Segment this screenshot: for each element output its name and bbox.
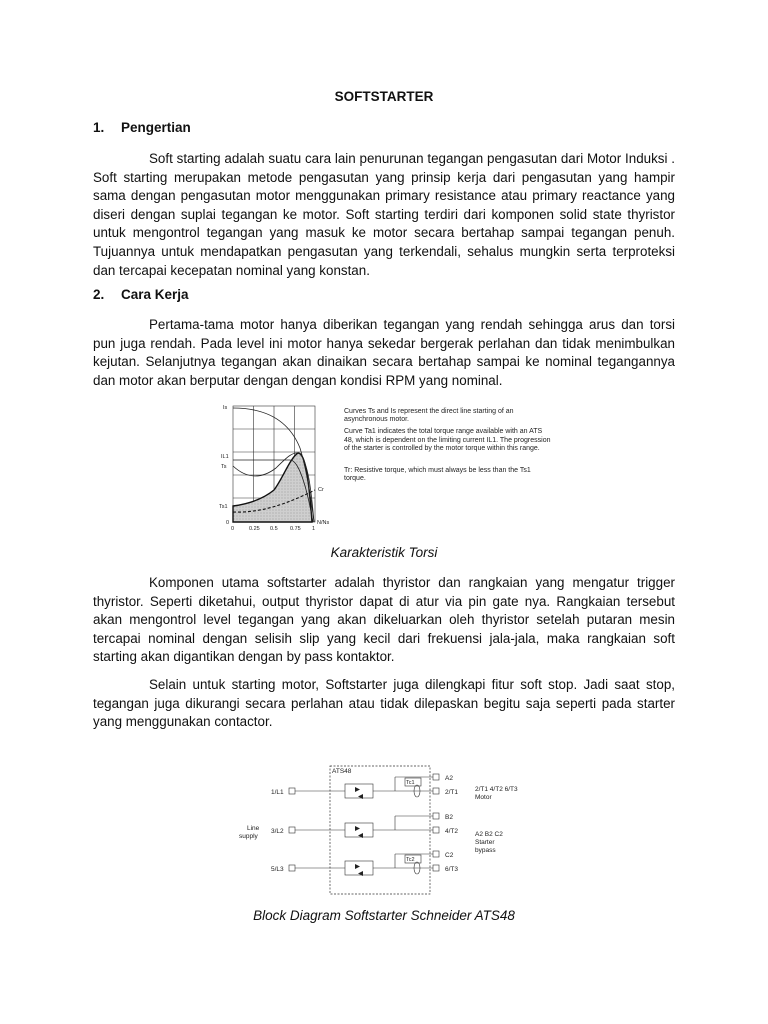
paragraph-text: Pertama-tama motor hanya diberikan tegangan yang rendah sehingga arus dan torsi pun juga rendah. Pada level ini motor hanya sekedar bergerak perlahan dan tidak menimbulkan kejutan. Selanjutnya tegangan akan dinaikan secara bertahap sampai ke nominal tegangannya dan motor akan berputar dengan dengan kondisi RPM yang nominal. [93, 317, 675, 388]
section-title: Pengertian [121, 120, 191, 135]
block-diagram-svg [235, 760, 535, 900]
x-tick-05: 0.5 [270, 526, 278, 532]
torque-note-3: Tr: Resistive torque, which must always be less than the Ts1 torque. [344, 467, 531, 483]
input-l2-terminal [289, 827, 295, 833]
motor-label: Motor [475, 794, 492, 801]
y-label-is: Is [223, 405, 228, 411]
y-label-ts: Ts [221, 464, 227, 470]
section-number: 2. [93, 287, 105, 302]
torque-note-2: Curve Ta1 indicates the total torque range available with an ATS 48, which is dependent on the limiting current IL1. The progression of the starter is controlled by the motor torque within this range. [344, 428, 551, 452]
ct-label-1: Tc1 [406, 780, 415, 786]
block-diagram [235, 760, 535, 900]
terminal-a2: A2 [445, 775, 453, 782]
terminal-4t2: 4/T2 [445, 828, 459, 835]
paragraph-text: Selain untuk starting motor, Softstarter juga dilengkapi fitur soft stop. Jadi saat stop, tegangan juga dikurangi secara perlahan atau tidak dilepaskan begitu saja seperti pada starter yang menggunakan contactor. [93, 677, 675, 730]
bypass-terminals-label: A2 B2 C2 [475, 831, 503, 838]
torque-figure [218, 398, 563, 536]
input-l3-terminal [289, 865, 295, 871]
y-label-ts1: Ts1 [219, 504, 228, 510]
bypass-label: bypass [475, 847, 496, 854]
terminal-6t3: 6/T3 [445, 866, 459, 873]
section-heading-2 [93, 287, 189, 302]
input-l3-label: 5/L3 [271, 866, 284, 873]
thyristor-symbols [355, 787, 363, 876]
paragraph-text: Komponen utama softstarter adalah thyristor dan rangkaian yang mengatur trigger thyristor. Seperti diketahui, output thyristor dapat di atur via pin gate nya. Rangkaian tersebut akan mengontrol level tegangan yang akan dikeluarkan oleh thyristor setelah putaran mesin tercapai nominal dengan selisih slip yang kecil dari frekuensi jala-jala, maka rangkaian soft starting akan digantikan dengan by pass kontaktor. [93, 575, 675, 665]
section-heading-1 [93, 120, 191, 135]
output-terminals [433, 774, 439, 871]
x-tick-025: 0.25 [249, 526, 260, 532]
x-tick-075: 0.75 [290, 526, 301, 532]
x-tick-0: 0 [231, 526, 235, 532]
section-number: 1. [93, 120, 105, 135]
y-label-zero: 0 [226, 520, 230, 526]
line-supply-label-1: Line [247, 825, 260, 832]
device-label: ATS48 [332, 768, 352, 775]
document-title: SOFTSTARTER [334, 89, 434, 104]
torque-chart [218, 398, 328, 536]
line-supply-label-2: supply [239, 833, 258, 840]
paragraph-soft-stop [93, 676, 675, 732]
x-axis-label: N/Ns [317, 520, 330, 526]
terminal-c2: C2 [445, 852, 454, 859]
torque-note-1: Curves Ts and Is represent the direct line starting of an asynchronous motor. [344, 408, 514, 424]
caption-block-diagram: Block Diagram Softstarter Schneider ATS48 [253, 908, 515, 923]
caption-torque: Karakteristik Torsi [330, 545, 438, 560]
input-l2-label: 3/L2 [271, 828, 284, 835]
terminal-2t1: 2/T1 [445, 789, 459, 796]
input-l1-terminal [289, 788, 295, 794]
input-l1-label: 1/L1 [271, 789, 284, 796]
paragraph-cara-kerja [93, 316, 675, 390]
paragraph-pengertian [93, 150, 675, 280]
terminal-b2: B2 [445, 814, 453, 821]
x-tick-1: 1 [312, 526, 316, 532]
paragraph-text: Soft starting adalah suatu cara lain penurunan tegangan pengasutan dari Motor Induksi . Soft starting merupakan metode pengasutan yang prinsip kerja dari pengasutan yang hampir sama dengan pengasutan motor menggunakan primary resistance atau primary reactance yang diseri dengan suplai tegangan ke motor. Soft starting terdiri dari komponen solid state thyristor untuk mengontrol tegangan yang masuk ke motor secara bertahap sampai tegangan penuh. Tujuannya untuk mendapatkan pengasutan yang terkendali, sehalus mungkin serta terproteksi dan tercapai kecepatan nominal yang konstan. [93, 151, 675, 278]
motor-terminals-label: 2/T1 4/T2 6/T3 [475, 786, 518, 793]
section-title: Cara Kerja [121, 287, 189, 302]
paragraph-komponen [93, 574, 675, 667]
ct-label-2: Tc2 [406, 857, 415, 863]
y-label-il1: IL1 [221, 454, 229, 460]
torque-notes [344, 408, 552, 483]
starter-label: Starter [475, 839, 495, 846]
cr-label: Cr [318, 487, 324, 493]
